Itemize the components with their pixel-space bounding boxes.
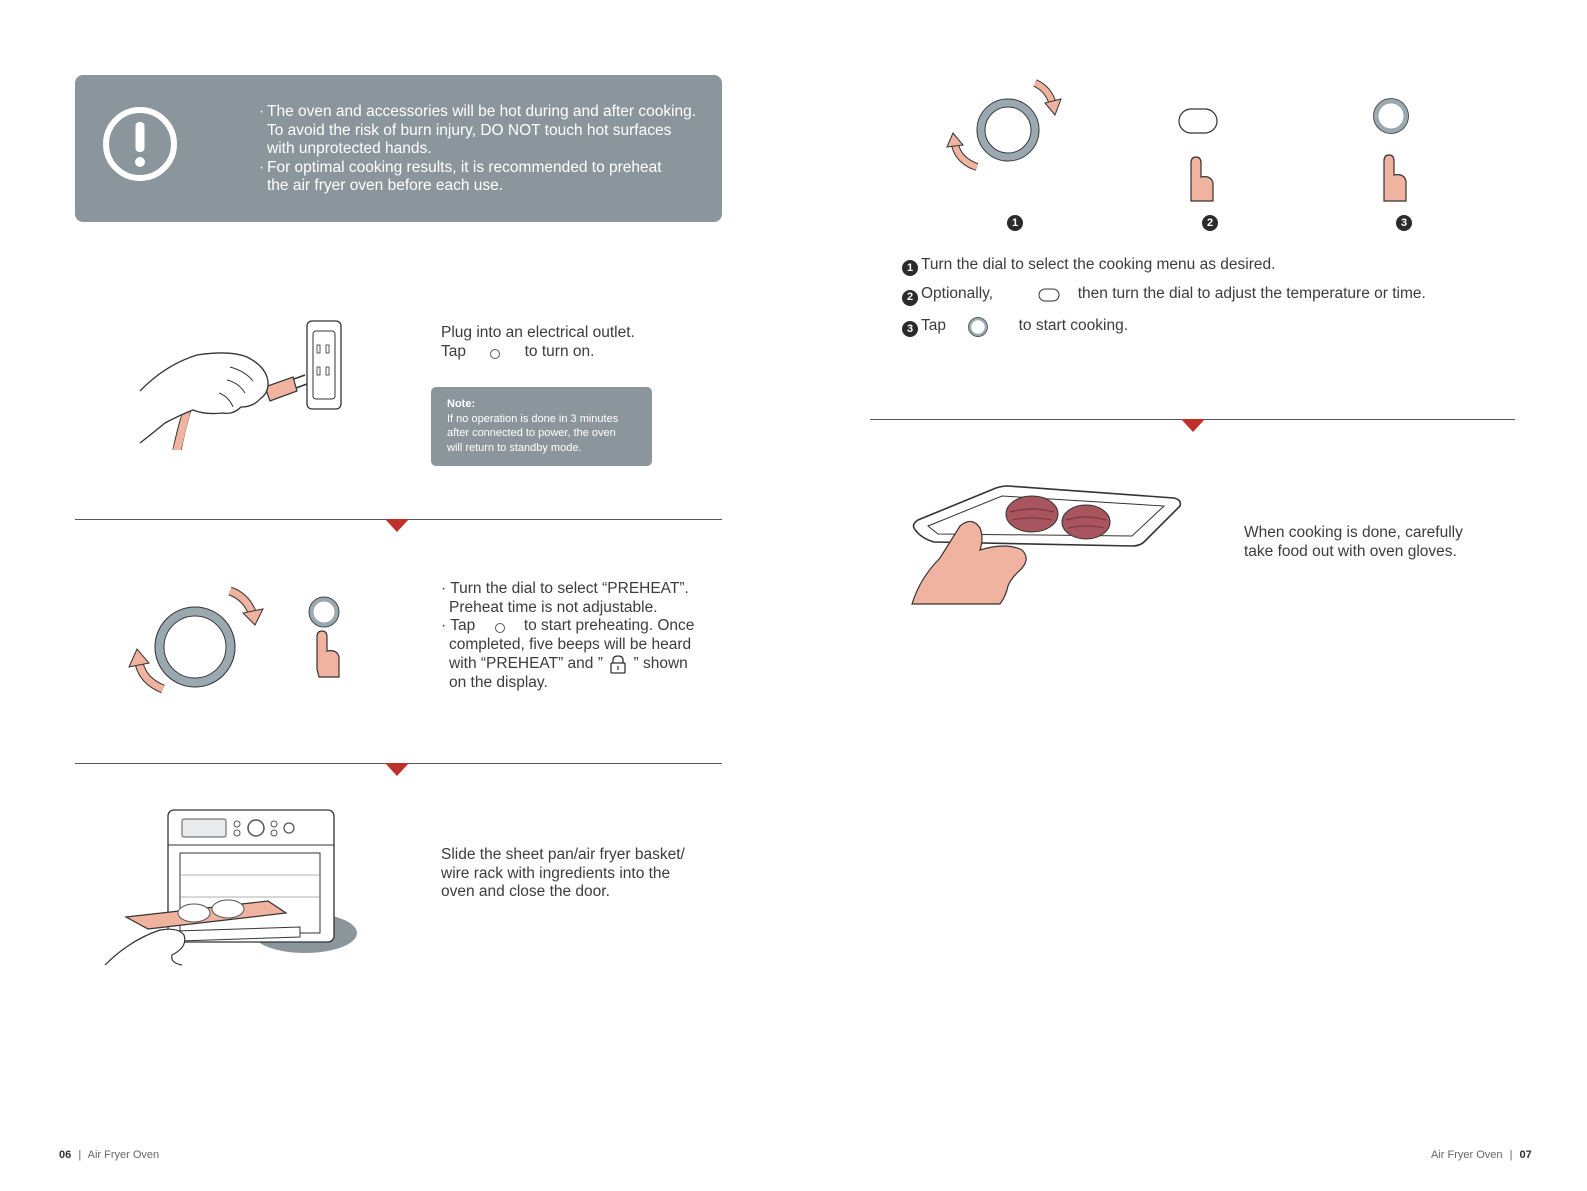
menu-button-icon xyxy=(1175,105,1225,205)
slide-line: oven and close the door. xyxy=(441,883,610,900)
note-line: after connected to power, the oven xyxy=(447,427,616,439)
footer-right xyxy=(1431,1149,1532,1161)
finger-press-icon xyxy=(309,597,339,677)
slide-line: Slide the sheet pan/air fryer basket/ xyxy=(441,846,685,863)
arrow-down-icon xyxy=(1181,419,1205,432)
preheat-line: Turn the dial to select “PREHEAT”. xyxy=(450,580,689,597)
preheat-line: completed, five beeps will be heard xyxy=(449,635,692,653)
dial-icon xyxy=(945,75,1090,175)
tray-hand-icon xyxy=(910,482,1195,607)
step-label-1: 1 xyxy=(1007,211,1026,231)
step-label-2: 2 xyxy=(1202,211,1221,231)
page-number: 07 xyxy=(1519,1149,1532,1161)
lock-icon xyxy=(607,654,629,674)
arrow-down-icon xyxy=(385,763,409,776)
power-button-icon xyxy=(950,315,1014,337)
warning-line: To avoid the risk of burn injury, DO NOT touch hot surfaces xyxy=(267,121,672,139)
preheat-line: ” shown xyxy=(633,655,688,673)
plug-line: Plug into an electrical outlet. xyxy=(441,324,635,341)
oven-icon xyxy=(100,805,365,985)
power-button-icon xyxy=(470,343,520,361)
plug-tap-label: Tap xyxy=(441,342,466,360)
outlet-icon xyxy=(307,321,341,409)
plug-after-label: to turn on. xyxy=(524,342,595,360)
select-line: to start cooking. xyxy=(1018,316,1129,334)
hand-plug-icon xyxy=(135,315,350,455)
select-line: then turn the dial to adjust the temperature or time. xyxy=(1077,285,1426,303)
preheat-line: on the display. xyxy=(449,674,548,692)
select-line: Tap xyxy=(921,316,946,334)
power-button-icon xyxy=(480,617,520,635)
warning-icon xyxy=(101,105,179,183)
preheat-line: to start preheating. Once xyxy=(523,617,695,635)
warning-line: The oven and accessories will be hot during and after cooking. xyxy=(267,103,697,120)
step-label-3: 3 xyxy=(1396,211,1415,231)
slide-line: wire rack with ingredients into the xyxy=(441,864,671,882)
preheat-instructions: · Turn the dial to select “PREHEAT”. Preheat time is not adjustable. · Tap to start preheating. Once completed, five beeps will be heard with “PREHEAT” and ” ” shown on the display. xyxy=(441,580,716,693)
done-instructions xyxy=(1244,524,1544,561)
plug-instructions xyxy=(441,324,691,361)
warning-line: For optimal cooking results, it is recommended to preheat xyxy=(267,158,662,176)
preheat-tap-label: Tap xyxy=(450,617,476,635)
note-line: will return to standby mode. xyxy=(447,441,582,454)
warning-line: the air fryer oven before each use. xyxy=(267,177,504,194)
select-line: Turn the dial to select the cooking menu as desired. xyxy=(921,256,1276,273)
note-box xyxy=(431,387,652,466)
page-number: 06 xyxy=(59,1149,72,1161)
note-line: If no operation is done in 3 minutes xyxy=(447,412,619,425)
warning-line: with unprotected hands. xyxy=(267,140,432,157)
footer-separator: | xyxy=(78,1149,82,1161)
warning-box xyxy=(75,75,722,222)
done-line: When cooking is done, carefully xyxy=(1244,524,1463,541)
warning-text: · The oven and accessories will be hot during and after cooking. To avoid the risk of burn injury, DO NOT touch hot surfaces with unprotected hands. · For optimal cooking results, it is recommended to preheat the air fryer oven before each use. xyxy=(259,103,697,194)
note-title: Note: xyxy=(447,398,476,410)
footer-separator: | xyxy=(1509,1149,1513,1161)
select-line: Optionally, xyxy=(921,285,994,303)
footer-left xyxy=(59,1149,159,1161)
footer-title: Air Fryer Oven xyxy=(1431,1149,1503,1161)
done-line: take food out with oven gloves. xyxy=(1244,542,1457,560)
slide-instructions xyxy=(441,846,716,902)
select-instructions: 1 Turn the dial to select the cooking menu as desired. 2 Optionally, then turn the dial to adjust the temperature or time. 3 Tap to start cooking. xyxy=(902,256,1542,337)
arrow-down-icon xyxy=(385,519,409,532)
footer-title: Air Fryer Oven xyxy=(87,1149,160,1161)
preheat-line: Preheat time is not adjustable. xyxy=(449,598,658,616)
menu-button-icon xyxy=(997,285,1073,303)
finger-press-icon xyxy=(1370,95,1420,205)
preheat-line: with “PREHEAT” and ” xyxy=(449,655,603,673)
dial-icon xyxy=(125,585,355,695)
